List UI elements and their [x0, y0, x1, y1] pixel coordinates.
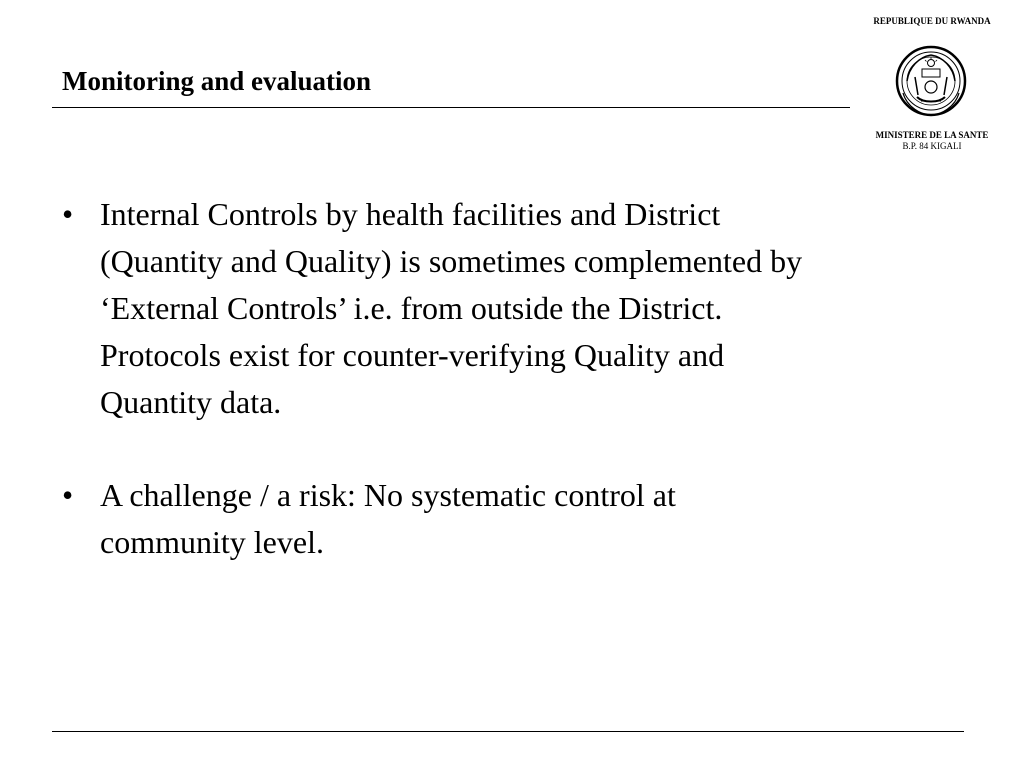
bullet-list: [62, 191, 962, 612]
bullet-line: (Quantity and Quality) is sometimes complemented by: [100, 243, 803, 279]
bullet-item: [62, 472, 962, 566]
bullet-line: ‘External Controls’ i.e. from outside the District.: [100, 290, 723, 326]
seal-icon: [891, 41, 971, 121]
header-ministry: MINISTERE DE LA SANTE: [875, 130, 989, 140]
header-country: REPUBLIQUE DU RWANDA: [873, 16, 991, 26]
bullet-item: [62, 191, 962, 426]
bullet-line: community level.: [100, 524, 324, 560]
bullet-line: Quantity data.: [100, 384, 282, 420]
bullet-icon: •: [62, 196, 74, 232]
bullet-line: Protocols exist for counter-verifying Quality and: [100, 337, 725, 373]
bullet-line: Internal Controls by health facilities and District: [100, 196, 721, 232]
bullet-icon: •: [62, 477, 74, 513]
slide-title: Monitoring and evaluation: [62, 66, 372, 96]
title-underline: [52, 107, 850, 108]
header-address: B.P. 84 KIGALI: [902, 141, 962, 151]
bullet-line: A challenge / a risk: No systematic control at: [100, 477, 676, 513]
footer-rule: [52, 731, 964, 732]
